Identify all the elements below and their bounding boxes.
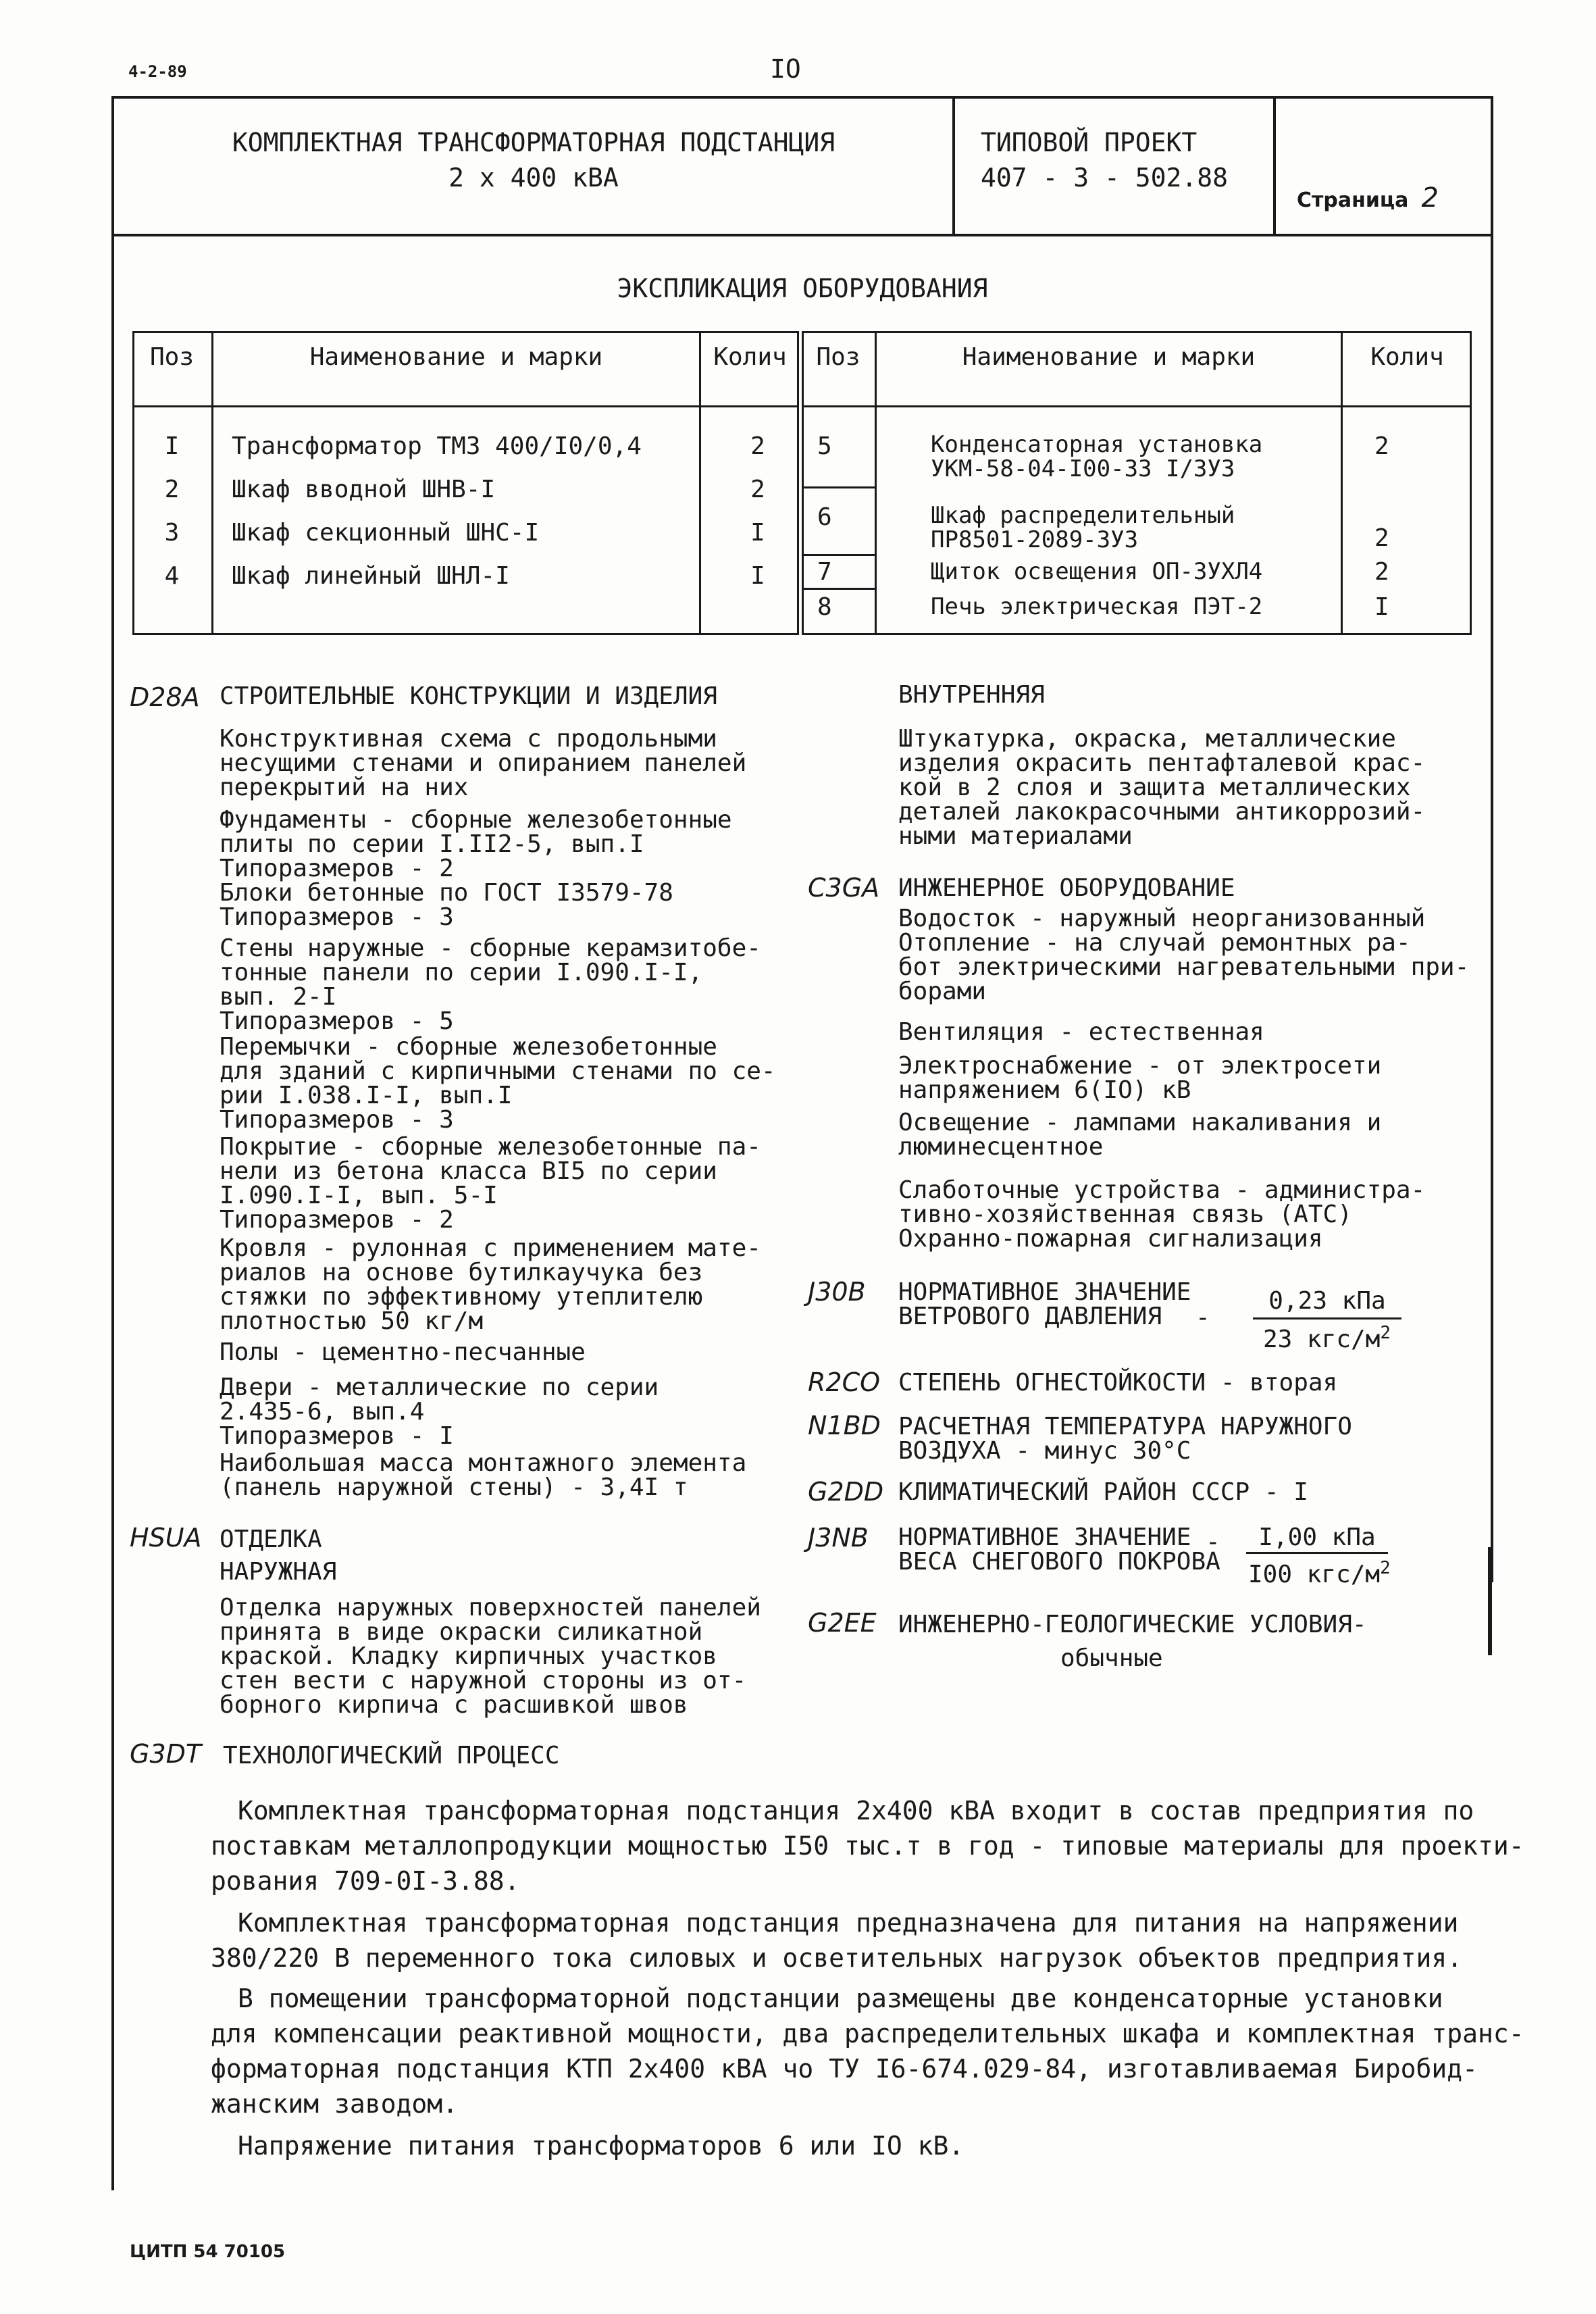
para-water-heating <box>898 907 1469 1004</box>
para-lighting <box>898 1111 1381 1159</box>
text-line: Вентиляция - естественная <box>898 1018 1264 1046</box>
text-line: Типоразмеров - 2 <box>220 1206 454 1234</box>
row-pos: 4 <box>164 562 180 590</box>
project-block <box>981 125 1228 195</box>
para-inner-finish <box>898 727 1425 849</box>
text-line: перекрытий на них <box>220 774 469 801</box>
row-name: Шкаф вводной ШНВ-I <box>232 476 496 503</box>
fire-resistance: СТЕПЕНЬ ОГНЕСТОЙКОСТИ - вторая <box>898 1369 1338 1397</box>
row-qty: 2 <box>1374 432 1389 460</box>
para-scheme <box>220 727 746 800</box>
row-qty: 2 <box>750 432 765 460</box>
text-line: ВЕТРОВОГО ДАВЛЕНИЯ <box>898 1303 1162 1330</box>
wind-exponent: 2 <box>1380 1323 1391 1343</box>
table-col-right-2 <box>1341 331 1343 635</box>
para-doors <box>220 1376 659 1449</box>
geology-line-2: обычные <box>1060 1644 1163 1672</box>
row-name <box>931 432 1262 481</box>
row-pos: I <box>164 432 180 460</box>
code-d28a: D28A <box>130 682 200 712</box>
para-ventilation <box>898 1020 1264 1045</box>
code-n1bd: N1BD <box>808 1411 881 1440</box>
wind-dash: - <box>1195 1304 1210 1332</box>
wind-denominator-value: 23 кгс/м <box>1263 1326 1381 1353</box>
para-roof <box>220 1236 761 1334</box>
snow-fraction-bar <box>1246 1552 1388 1554</box>
text-line: поставкам металлопродукции мощностью I50 тыс.т в год - типовые материалы для проекти- <box>211 1831 1524 1861</box>
para-walls <box>220 936 761 1034</box>
process-para-3 <box>211 1981 1524 2121</box>
text-line: ВЕСА СНЕГОВОГО ПОКРОВА <box>898 1548 1220 1576</box>
text-line: нели из бетона класса BI5 по серии <box>220 1157 717 1185</box>
row-qty: I <box>750 562 765 590</box>
text-line: принята в виде окраски силикатной <box>220 1618 703 1646</box>
row-name: Щиток освещения ОП-3УХЛ4 <box>931 558 1263 585</box>
header-pos-left: Поз <box>149 343 195 371</box>
code-c3ga: C3GA <box>808 873 880 903</box>
text-line: Кровля - рулонная с применением мате- <box>220 1234 761 1262</box>
project-number: 407 - 3 - 502.88 <box>981 163 1229 193</box>
para-power-supply <box>898 1054 1381 1103</box>
text-line: риалов на основе бутилкаучука без <box>220 1259 703 1286</box>
row-qty: I <box>1374 593 1389 621</box>
text-line: рии I.038.I-I, вып.I <box>220 1082 513 1109</box>
snow-label <box>898 1526 1220 1574</box>
table-left-body <box>132 432 799 605</box>
code-g2ee: G2EE <box>808 1608 877 1638</box>
table-row <box>132 519 799 562</box>
para-floors <box>220 1340 586 1365</box>
text-line: 380/220 В переменного тока силовых и осветительных нагрузок объектов предприятия. <box>211 1943 1463 1973</box>
table-row-line-6 <box>802 486 875 488</box>
text-line: плиты по серии I.II2-5, вып.I <box>220 830 644 858</box>
text-line: вып. 2-I <box>220 983 337 1011</box>
text-line: (панель наружной стены) - 3,4I т <box>220 1474 688 1501</box>
snow-denominator <box>1248 1558 1391 1588</box>
text-line: Комплектная трансформаторная подстанция предназначена для питания на напряжении <box>238 1908 1459 1938</box>
text-line: Типоразмеров - 3 <box>220 1106 454 1134</box>
design-temperature <box>898 1415 1352 1463</box>
code-g3dt: G3DT <box>130 1739 202 1769</box>
header-name-left: Наименование и марки <box>309 343 603 371</box>
heading-construction: СТРОИТЕЛЬНЫЕ КОНСТРУКЦИИ И ИЗДЕЛИЯ <box>220 682 717 710</box>
text-line: кой в 2 слоя и защита металлических <box>898 774 1411 801</box>
text-line: Покрытие - сборные железобетонные па- <box>220 1133 761 1161</box>
para-low-current <box>898 1178 1425 1251</box>
text-line: стяжки по эффективному утеплителю <box>220 1283 703 1311</box>
text-line: НОРМАТИВНОЕ ЗНАЧЕНИЕ <box>898 1278 1191 1306</box>
text-line: 2.435-6, вып.4 <box>220 1398 425 1426</box>
text-line: Слаботочные устройства - администра- <box>898 1176 1426 1204</box>
page-label: Страница <box>1297 188 1409 212</box>
row-qty: 2 <box>750 476 765 503</box>
text-line: Типоразмеров - 2 <box>220 855 454 882</box>
text-line: люминесцентное <box>898 1133 1104 1161</box>
code-r2co: R2CO <box>808 1367 881 1397</box>
code-j3nb: J3NB <box>808 1523 869 1553</box>
frame-right <box>1491 96 1493 1582</box>
header-qty-left: Колич <box>713 343 787 371</box>
text-line: Типоразмеров - 3 <box>220 903 454 931</box>
text-line: ВОЗДУХА - минус 30°С <box>898 1437 1191 1465</box>
table-row-line-7 <box>802 554 875 556</box>
subheading-outer: НАРУЖНАЯ <box>220 1558 337 1586</box>
snow-exponent: 2 <box>1380 1558 1391 1578</box>
row-pos: 7 <box>817 558 832 586</box>
page-indicator <box>1297 182 1439 213</box>
table-row <box>132 562 799 605</box>
table-header-line-right <box>802 405 1472 407</box>
para-outer-finish <box>220 1596 761 1717</box>
text-line: жанским заводом. <box>211 2089 459 2119</box>
table-row <box>132 476 799 519</box>
text-line: ными материалами <box>898 822 1133 850</box>
para-mass <box>220 1451 746 1500</box>
text-line: для компенсации реактивной мощности, два распределительных шкафа и комплектная транс- <box>211 2019 1524 2048</box>
explication-title: ЭКСПЛИКАЦИЯ ОБОРУДОВАНИЯ <box>617 274 988 303</box>
snow-dash: - <box>1206 1528 1220 1556</box>
title-line-1: КОМПЛЕКТНАЯ ТРАНСФОРМАТОРНАЯ ПОДСТАНЦИЯ <box>232 128 835 157</box>
page-number: 2 <box>1421 182 1439 213</box>
text-line: Блоки бетонные по ГОСТ I3579-78 <box>220 879 673 907</box>
text-line: борами <box>898 978 987 1005</box>
text-line: Перемычки - сборные железобетонные <box>220 1033 717 1061</box>
row-name: Печь электрическая ПЭТ-2 <box>931 593 1263 620</box>
heading-engineering: ИНЖЕНЕРНОЕ ОБОРУДОВАНИЕ <box>898 874 1235 902</box>
text-line: Полы - цементно-песчанные <box>220 1338 586 1366</box>
table-col-right-1 <box>875 331 877 635</box>
code-g2dd: G2DD <box>808 1477 884 1507</box>
row-pos: 2 <box>164 476 180 503</box>
text-line: несущими стенами и опиранием панелей <box>220 749 747 777</box>
text-line: Конструктивная схема с продольными <box>220 725 717 753</box>
text-line: форматорная подстанция КТП 2х400 кВА чо ТУ I6-674.029-84, изготавливаемая Биробид- <box>211 2054 1478 2084</box>
text-line: Электроснабжение - от электросети <box>898 1052 1382 1080</box>
row-pos: 8 <box>817 593 832 621</box>
text-line: борного кирпича с расшивкой швов <box>220 1691 688 1719</box>
text-line: Освещение - лампами накаливания и <box>898 1109 1382 1136</box>
row-name-line: ПР8501-2089-3У3 <box>931 526 1139 553</box>
geology-line-1: ИНЖЕНЕРНО-ГЕОЛОГИЧЕСКИЕ УСЛОВИЯ- <box>898 1611 1367 1638</box>
process-para-4 <box>211 2128 964 2163</box>
code-hsua: HSUA <box>130 1523 202 1553</box>
para-roofing-slabs <box>220 1135 761 1232</box>
row-pos: 3 <box>164 519 180 547</box>
para-foundations <box>220 808 732 930</box>
wind-label <box>898 1280 1191 1329</box>
code-j30b: J30B <box>808 1277 866 1307</box>
row-qty: 2 <box>1374 558 1389 586</box>
title-divider-1 <box>952 96 955 236</box>
project-label: ТИПОВОЙ ПРОЕКТ <box>981 128 1198 157</box>
document-title <box>115 125 952 195</box>
text-line: бот электрическими нагревательными при- <box>898 953 1470 981</box>
text-line: изделия окрасить пентафталевой крас- <box>898 749 1426 777</box>
wind-fraction-bar <box>1253 1317 1401 1319</box>
snow-numerator: I,00 кПа <box>1258 1524 1376 1551</box>
text-line: РАСЧЕТНАЯ ТЕМПЕРАТУРА НАРУЖНОГО <box>898 1413 1352 1440</box>
climate-region: КЛИМАТИЧЕСКИЙ РАЙОН СССР - I <box>898 1478 1308 1506</box>
text-line: деталей лакокрасочными антикоррозий- <box>898 798 1426 826</box>
text-line: Штукатурка, окраска, металлические <box>898 725 1396 753</box>
heading-finishing: ОТДЕЛКА <box>220 1526 322 1553</box>
text-line: В помещении трансформаторной подстанции размещены две конденсаторные установки <box>238 1984 1443 2013</box>
frame-left <box>111 96 114 2190</box>
wind-denominator <box>1263 1323 1391 1353</box>
text-line: стен вести с наружной стороны из от- <box>220 1667 747 1694</box>
para-lintels <box>220 1035 776 1132</box>
row-qty: 2 <box>1374 524 1389 552</box>
document-code: 4-2-89 <box>128 62 187 81</box>
process-para-2 <box>211 1905 1462 1976</box>
text-line: Наибольшая масса монтажного элемента <box>220 1449 747 1477</box>
header-qty-right: Колич <box>1370 343 1444 371</box>
row-name: Шкаф линейный ШНЛ-I <box>232 562 510 590</box>
row-pos: 6 <box>817 503 832 531</box>
explication-table-right <box>802 331 1472 635</box>
sheet-number: IO <box>770 54 801 84</box>
row-name <box>931 503 1235 552</box>
text-line: Охранно-пожарная сигнализация <box>898 1225 1323 1253</box>
table-row <box>132 432 799 476</box>
row-pos: 5 <box>817 432 832 460</box>
text-line: Типоразмеров - 5 <box>220 1007 454 1035</box>
text-line: рования 709-0I-3.88. <box>211 1866 520 1896</box>
text-line: краской. Кладку кирпичных участков <box>220 1642 717 1670</box>
text-line: Стены наружные - сборные керамзитобе- <box>220 934 761 962</box>
text-line: Комплектная трансформаторная подстанция 2х400 кВА входит в состав предприятия по <box>238 1796 1474 1826</box>
title-line-2: 2 х 400 кВА <box>448 163 619 193</box>
header-name-right: Наименование и марки <box>962 343 1256 371</box>
row-name-line: Шкаф распределительный <box>931 502 1235 529</box>
text-line: тонные панели по серии I.090.I-I, <box>220 959 703 986</box>
subheading-inner: ВНУТРЕННЯЯ <box>898 681 1045 709</box>
row-name: Трансформатор ТМЗ 400/I0/0,4 <box>232 432 642 460</box>
title-divider-2 <box>1273 96 1276 236</box>
text-line: для зданий с кирпичными стенами по се- <box>220 1057 776 1085</box>
text-line: Типоразмеров - I <box>220 1422 454 1450</box>
heading-process: ТЕХНОЛОГИЧЕСКИЙ ПРОЦЕСС <box>223 1742 560 1769</box>
row-qty: I <box>750 519 765 547</box>
text-line: Отопление - на случай ремонтных ра- <box>898 929 1411 957</box>
wind-numerator: 0,23 кПа <box>1268 1287 1386 1315</box>
text-line: Водосток - наружный неорганизованный <box>898 905 1426 932</box>
text-line: Фундаменты - сборные железобетонные <box>220 806 732 834</box>
text-line: НОРМАТИВНОЕ ЗНАЧЕНИЕ <box>898 1524 1191 1551</box>
print-stamp: ЦИТП 54 70105 <box>130 2242 286 2262</box>
text-line: Отделка наружных поверхностей панелей <box>220 1594 761 1621</box>
process-para-1 <box>211 1793 1524 1898</box>
row-name-line: УКМ-58-04-I00-33 I/3У3 <box>931 455 1235 482</box>
text-line: тивно-хозяйственная связь (АТС) <box>898 1201 1352 1228</box>
text-line: Двери - металлические по серии <box>220 1374 659 1401</box>
header-pos-right: Поз <box>816 343 860 371</box>
row-name: Шкаф секционный ШНС-I <box>232 519 540 547</box>
row-name-line: Конденсаторная установка <box>931 431 1263 458</box>
text-line: напряжением 6(IO) кВ <box>898 1076 1191 1104</box>
snow-denominator-value: I00 кгс/м <box>1248 1561 1381 1588</box>
right-margin-mark <box>1488 1547 1492 1655</box>
text-line: I.090.I-I, вып. 5-I <box>220 1182 498 1209</box>
table-row-line-8 <box>802 588 875 590</box>
text-line: Напряжение питания трансформаторов 6 или IO кВ. <box>238 2131 964 2161</box>
text-line: плотностью 50 кг/м <box>220 1307 484 1335</box>
